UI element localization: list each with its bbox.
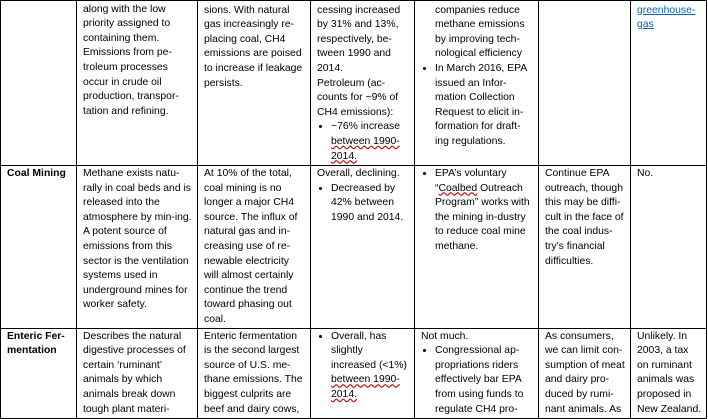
- source-cell: [631, 166, 707, 329]
- action-text: As consumers, we can limit con-sumption of meat and dairy pro-duced by rumi-nant animals. As: [545, 330, 625, 415]
- policy-cell: [415, 328, 539, 418]
- trend-bullet-start: Overall, has slightly increased (<1%): [331, 330, 407, 371]
- trend-subheading: Petroleum (ac-counts for ~9% of CH4 emissions):: [317, 77, 399, 118]
- share-cell: [198, 166, 311, 329]
- outlook-text: No.: [637, 168, 654, 179]
- policy-text: Not much.: [421, 330, 469, 342]
- action-text: Continue EPA outreach, though this may be diffi-cult in the face of the coal indus-try’s financial difficulties.: [545, 168, 624, 267]
- trend-bullet-flagged: between 1990-2014.: [331, 374, 400, 400]
- trend-bullet: ~76% increase: [331, 121, 401, 133]
- table-row: [1, 1, 707, 166]
- policy-bullet-flagged: Coalbed: [438, 182, 478, 194]
- action-text: [545, 0, 626, 4]
- description-text: Describes the natural digestive processes of certain ‘ruminant’ animals by which animals break down tough plant materi-: [83, 330, 186, 415]
- trend-list: [317, 182, 410, 226]
- policy-cell: [415, 166, 539, 329]
- source-cell: [631, 328, 707, 418]
- table-row: [1, 328, 707, 418]
- source-cell: [631, 1, 707, 166]
- sector-label: Enteric Fer-mentation: [7, 330, 65, 357]
- sector-label: Coal Mining: [7, 168, 66, 179]
- action-cell: [539, 328, 631, 418]
- policy-list: [421, 344, 534, 417]
- policy-list: [421, 62, 534, 150]
- list-item: • Congressional ap-propriations riders effectively bar EPA from using funds to regulate CH4 pro-: [435, 344, 534, 417]
- trend-cell: [311, 166, 415, 329]
- sector-cell: [1, 166, 77, 329]
- trend-text: cessing increased by 31% and 13%, respectively, be-tween 1990 and 2014.: [317, 4, 401, 74]
- list-item: [331, 120, 410, 164]
- description-text: along with the low priority assigned to containing them. Emissions from pe-troleum processes occur in crude oil production, transpor-tation and refining.: [83, 3, 179, 117]
- list-item: • Decreased by 42% between 1990 and 2014.: [331, 182, 410, 226]
- trend-cell: [311, 1, 415, 166]
- trend-cell: [311, 328, 415, 418]
- share-cell: [198, 1, 311, 166]
- share-cell: [198, 328, 311, 418]
- share-text: sions. With natural gas increasingly re-placing coal, CH4 emissions are poised to increase if leakage persists.: [204, 4, 303, 89]
- description-cell: [77, 328, 198, 418]
- sector-cell: [1, 328, 77, 418]
- list-item: • In March 2016, EPA issued an Infor-mation Collection Request to elicit in-formation for draft-ing regulations.: [435, 62, 534, 150]
- policy-bullet-end: Outreach Program” works with the mining in-dustry to reduce coal mine methane.: [435, 182, 530, 252]
- trend-bullet-cont: between 1990-2014.: [331, 135, 400, 162]
- trend-list: [317, 330, 410, 403]
- policy-cell: [415, 1, 539, 166]
- description-cell: [77, 1, 198, 166]
- table-row: [1, 166, 707, 329]
- sector-cell: [1, 1, 77, 166]
- list-item: [331, 330, 410, 403]
- source-link[interactable]: greenhouse-gas: [637, 4, 696, 31]
- policy-text: companies reduce methane emissions by improving tech-nological efficiency: [435, 4, 525, 60]
- policy-bullet-start: EPA’s voluntary “: [435, 168, 507, 194]
- share-text: Enteric fermentation is the second largest source of U.S. me-thane emissions. The biggest culprits are beef and dairy cows,: [204, 330, 303, 415]
- policy-list: [421, 167, 534, 255]
- outlook-text: Unlikely. In 2003, a tax on ruminant animals was proposed in New Zealand.: [637, 330, 702, 415]
- share-text: At 10% of the total, coal mining is no longer a major CH4 source. The influx of natural gas and in-creasing use of re-newable electricity will almost certainly continue the trend toward phasing out coal.: [204, 168, 298, 325]
- action-cell: [539, 166, 631, 329]
- description-cell: [77, 166, 198, 329]
- trend-list: [317, 120, 410, 164]
- list-item: [435, 167, 534, 255]
- action-cell: [539, 1, 631, 166]
- description-text: Methane exists natu-rally in coal beds and is released into the atmosphere by min-ing. A potent source of emissions from this sector is the ventilation systems used in underground mines for worker safety.: [83, 168, 192, 311]
- trend-text: Overall, declining.: [317, 168, 400, 179]
